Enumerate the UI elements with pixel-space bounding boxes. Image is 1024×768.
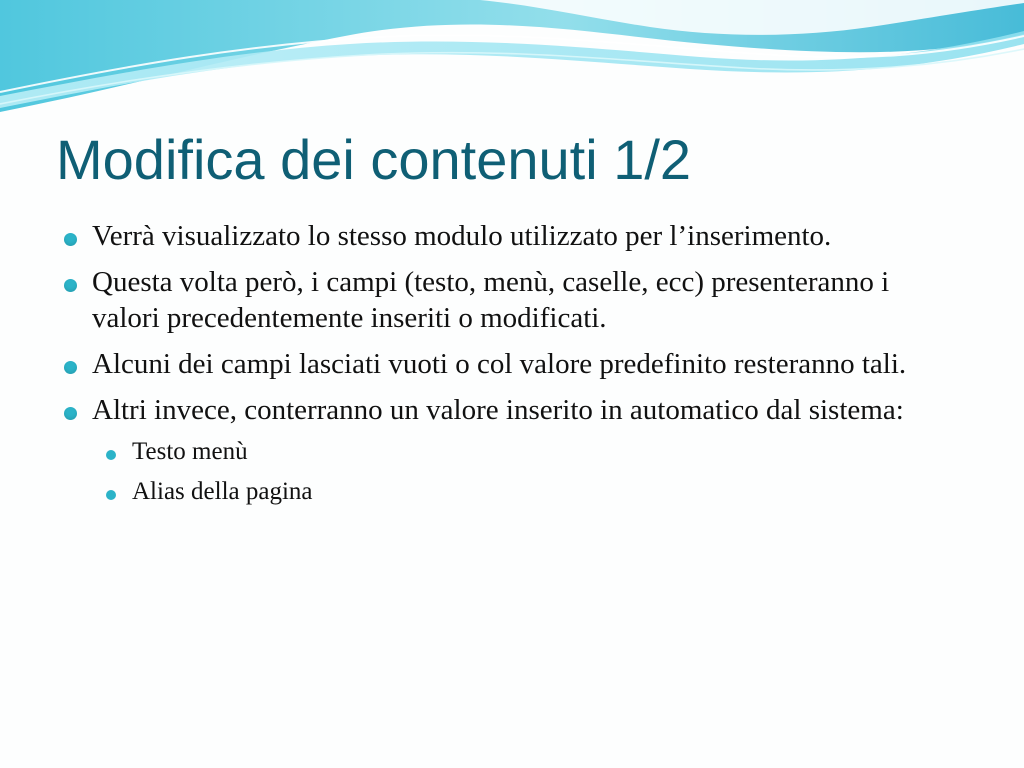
bullet-item bbox=[64, 392, 964, 508]
sub-bullet-item bbox=[104, 476, 964, 508]
bullet-text: Altri invece, conterranno un valore inserito in automatico dal sistema: bbox=[92, 394, 904, 426]
bullet-text: Questa volta però, i campi (testo, menù, caselle, ecc) presenteranno i valori precedentemente inseriti o modificati. bbox=[92, 266, 890, 334]
bullet-text: Alcuni dei campi lasciati vuoti o col valore predefinito resteranno tali. bbox=[92, 348, 907, 380]
bullet-dot-icon bbox=[64, 361, 77, 374]
bullet-dot-icon bbox=[106, 450, 116, 460]
sub-bullet-text: Alias della pagina bbox=[132, 478, 313, 505]
bullet-item bbox=[64, 218, 964, 254]
bullet-dot-icon bbox=[106, 490, 116, 500]
bullet-item bbox=[64, 264, 964, 336]
bullet-text: Verrà visualizzato lo stesso modulo utilizzato per l’inserimento. bbox=[92, 220, 832, 252]
sub-bullet-list bbox=[104, 436, 964, 508]
sub-bullet-item bbox=[104, 436, 964, 468]
bullet-list bbox=[64, 218, 964, 508]
wave-decoration bbox=[0, 0, 1024, 120]
bullet-dot-icon bbox=[64, 279, 77, 292]
slide-content bbox=[64, 218, 964, 518]
bullet-dot-icon bbox=[64, 407, 77, 420]
bullet-dot-icon bbox=[64, 233, 77, 246]
sub-bullet-text: Testo menù bbox=[132, 438, 248, 465]
bullet-item bbox=[64, 346, 964, 382]
slide-title: Modifica dei contenuti 1/2 bbox=[56, 128, 692, 191]
